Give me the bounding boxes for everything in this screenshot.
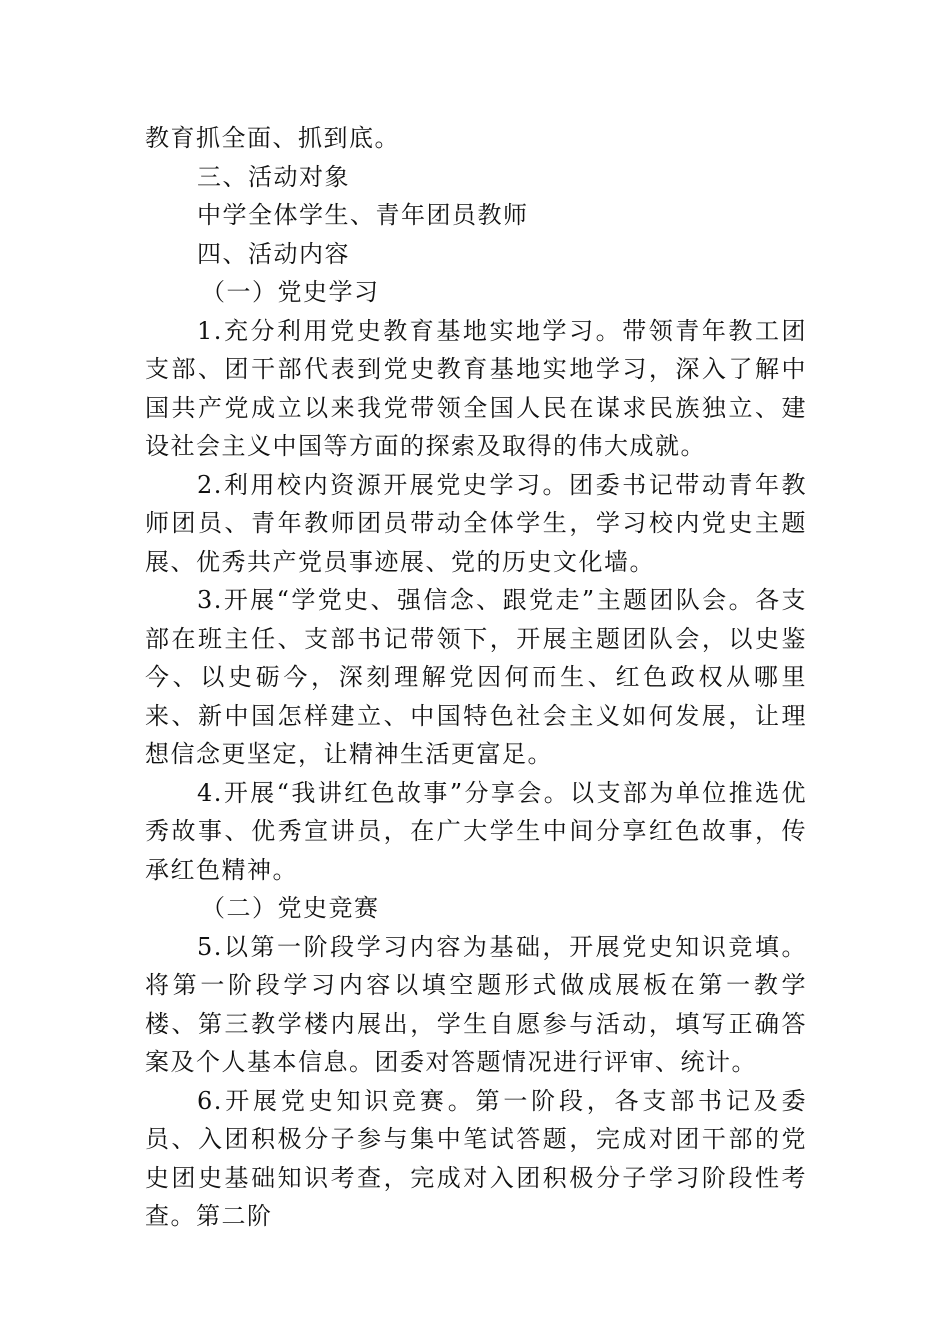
subheading-party-history-study: （一）党史学习 (201, 278, 380, 306)
document-body (145, 119, 807, 1236)
paragraph-item-2: 2.利用校内资源开展党史学习。团委书记带动青年教师团员、青年教师团员带动全体学生，学习校内党史主题展、优秀共产党员事迹展、党的历史文化墙。 (145, 470, 807, 576)
paragraph-item-4: 4.开展“我讲红色故事”分享会。以支部为单位推选优秀故事、优秀宣讲员，在广大学生中间分享红色故事，传承红色精神。 (145, 778, 807, 884)
subheading-party-history-competition: （二）党史竞赛 (201, 894, 380, 922)
paragraph-item-6: 6.开展党史知识竞赛。第一阶段，各支部书记及委员、入团积极分子参与集中笔试答题，完成对团干部的党史团史基础知识考查，完成对入团积极分子学习阶段性考查。第二阶 (145, 1086, 807, 1230)
paragraph-continuation: 教育抓全面、抓到底。 (145, 124, 400, 152)
paragraph-item-3: 3.开展“学党史、强信念、跟党走”主题团队会。各支部在班主任、支部书记带领下，开展主题团队会，以史鉴今、以史砺今，深刻理解党因何而生、红色政权从哪里来、新中国怎样建立、中国特色社会主义如何发展，让理想信念更坚定，让精神生活更富足。 (145, 586, 807, 768)
paragraph-item-5: 5.以第一阶段学习内容为基础，开展党史知识竞填。将第一阶段学习内容以填空题形式做成展板在第一教学楼、第三教学楼内展出，学生自愿参与活动，填写正确答案及个人基本信息。团委对答题情况进行评审、统计。 (145, 932, 807, 1076)
section-heading-activity-content: 四、活动内容 (197, 239, 350, 268)
section-heading-activity-target: 三、活动对象 (197, 162, 350, 191)
paragraph-activity-target: 中学全体学生、青年团员教师 (197, 201, 529, 229)
paragraph-item-1: 1.充分利用党史教育基地实地学习。带领青年教工团支部、团干部代表到党史教育基地实地学习，深入了解中国共产党成立以来我党带领全国人民在谋求民族独立、建设社会主义中国等方面的探索及取得的伟大成就。 (145, 316, 807, 460)
